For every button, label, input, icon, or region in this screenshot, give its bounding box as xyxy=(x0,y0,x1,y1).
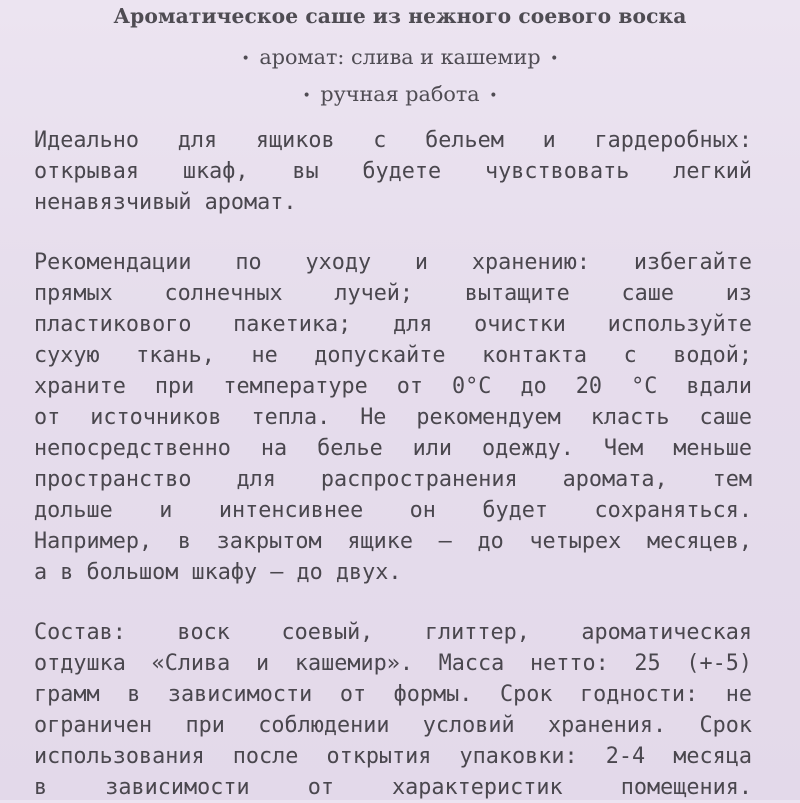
text-line: использования после открытия упаковки: 2-4 месяца xyxy=(34,744,752,769)
text-line: от источников тепла. Не рекомендуем класть саше xyxy=(34,405,752,430)
handmade-line xyxy=(0,82,800,106)
text-line: в зависимости от характеристик помещения. xyxy=(34,775,752,800)
text-line: прямых солнечных лучей; вытащите саше из xyxy=(34,281,752,306)
text-line: Состав: воск соевый, глиттер, ароматическая xyxy=(34,620,752,645)
care-paragraph xyxy=(34,247,752,588)
scent-line xyxy=(0,45,800,69)
bullet-dot-icon: • xyxy=(550,50,559,67)
text-line: ограничен при соблюдении условий хранения. Срок xyxy=(34,713,752,738)
text-line: Например, в закрытом ящике — до четырех месяцев, xyxy=(34,529,752,554)
text-line: ненавязчивый аромат. xyxy=(34,190,297,215)
bullet-dot-icon: • xyxy=(302,87,311,104)
purpose-paragraph xyxy=(34,125,752,218)
text-line: дольше и интенсивнее он будет сохраняться. xyxy=(34,498,752,523)
product-title: Ароматическое саше из нежного соевого воска xyxy=(113,4,687,28)
text-line: Идеально для ящиков с бельем и гардеробных: xyxy=(34,128,752,153)
handmade-text: ручная работа xyxy=(320,82,480,106)
text-line: грамм в зависимости от формы. Срок годности: не xyxy=(34,682,752,707)
text-line: пространство для распространения аромата, тем xyxy=(34,467,752,492)
text-line: отдушка «Слива и кашемир». Масса нетто: 25 (+-5) xyxy=(34,651,752,676)
scent-text: аромат: слива и кашемир xyxy=(259,45,541,69)
text-line: а в большом шкафу — до двух. xyxy=(34,560,402,585)
text-line: непосредственно на белье или одежду. Чем меньше xyxy=(34,436,752,461)
text-line: сухую ткань, не допускайте контакта с водой; xyxy=(34,343,752,368)
text-line: открывая шкаф, вы будете чувствовать легкий xyxy=(34,159,752,184)
bullet-dot-icon: • xyxy=(489,87,498,104)
bullet-dot-icon: • xyxy=(241,50,250,67)
text-line: пластикового пакетика; для очистки используйте xyxy=(34,312,752,337)
text-line: храните при температуре от 0°C до 20 °C вдали xyxy=(34,374,752,399)
composition-paragraph xyxy=(34,617,752,803)
text-line: Рекомендации по уходу и хранению: избегайте xyxy=(34,250,752,275)
